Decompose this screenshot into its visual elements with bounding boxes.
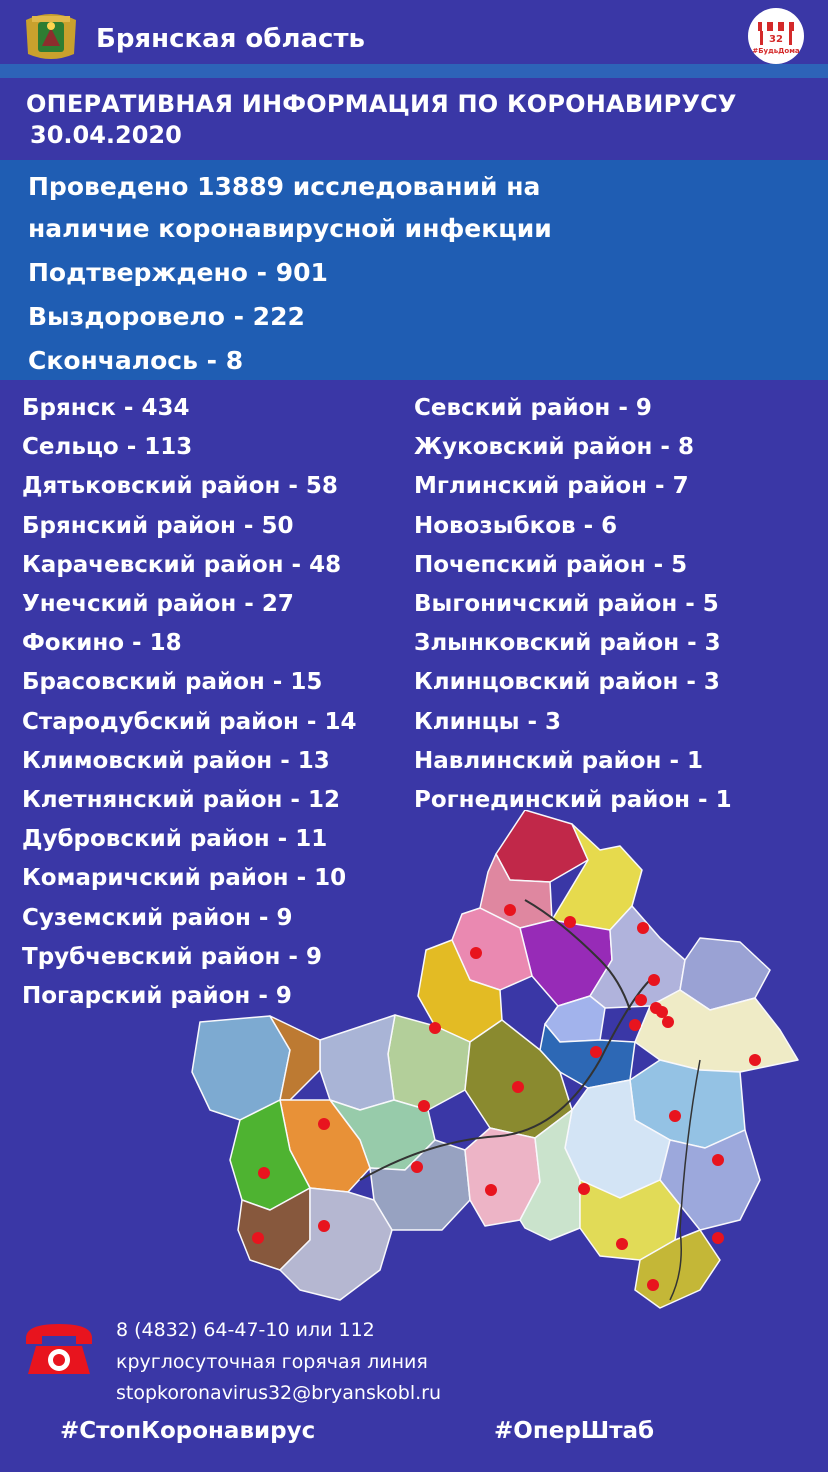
district-item: Мглинский район - 7: [414, 473, 689, 500]
district-item: Навлинский район - 1: [414, 747, 704, 774]
district-item: Брасовский район - 15: [22, 669, 323, 696]
district-item: Клинцы - 3: [414, 708, 562, 735]
info-title: ОПЕРАТИВНАЯ ИНФОРМАЦИЯ ПО КОРОНАВИРУСУ: [26, 90, 737, 118]
map-marker: [635, 994, 647, 1006]
deaths-count: Скончалось - 8: [28, 346, 244, 375]
map-marker: [411, 1161, 423, 1173]
telephone-icon: [22, 1318, 96, 1380]
hashtag-oper-shtab: #ОперШтаб: [494, 1418, 655, 1444]
confirmed-count: Подтверждено - 901: [28, 258, 328, 287]
district-item: Брянский район - 50: [22, 512, 294, 539]
contact-email: stopkoronavirus32@bryanskobl.ru: [116, 1382, 442, 1404]
barrier-icon: [748, 8, 804, 64]
map-marker: [252, 1232, 264, 1244]
map-marker: [590, 1046, 602, 1058]
info-date: 30.04.2020: [30, 121, 182, 149]
map-marker: [418, 1100, 430, 1112]
badge-hashtag: #БудьДома: [752, 47, 800, 55]
district-item: Почепский район - 5: [414, 551, 688, 578]
map-marker: [470, 947, 482, 959]
map-marker: [647, 1279, 659, 1291]
district-item: Дятьковский район - 58: [22, 473, 338, 500]
map-marker: [429, 1022, 441, 1034]
header-stripe: [0, 64, 828, 78]
tests-line-1: Проведено 13889 исследований на: [28, 172, 541, 201]
district-item: Фокино - 18: [22, 630, 182, 657]
map-marker: [616, 1238, 628, 1250]
map-marker: [512, 1081, 524, 1093]
district-item: Новозыбков - 6: [414, 512, 618, 539]
district-item: Клетнянский район - 12: [22, 787, 340, 814]
district-item: Комаричский район - 10: [22, 865, 347, 892]
district-item: Суземский район - 9: [22, 904, 293, 931]
district-item: Дубровский район - 11: [22, 826, 328, 853]
hotline-caption: круглосуточная горячая линия: [116, 1351, 428, 1373]
district-item: Брянск - 434: [22, 395, 190, 421]
district-item: Климовский район - 13: [22, 747, 330, 774]
district-item: Карачевский район - 48: [22, 551, 342, 578]
map-marker: [629, 1019, 641, 1031]
district-item: Рогнединский район - 1: [414, 787, 732, 814]
map-marker: [648, 974, 660, 986]
map-marker: [578, 1183, 590, 1195]
map-marker: [485, 1184, 497, 1196]
hotline-phone: 8 (4832) 64-47-10 или 112: [116, 1319, 375, 1341]
district-item: Стародубский район - 14: [22, 708, 357, 735]
map-marker: [669, 1110, 681, 1122]
district-item: Выгоничский район - 5: [414, 591, 719, 618]
stay-home-badge: [748, 8, 804, 64]
district-item: Трубчевский район - 9: [22, 943, 322, 970]
district-item: Жуковский район - 8: [414, 434, 694, 461]
hashtag-stop-coronavirus: #СтопКоронавирус: [60, 1418, 316, 1444]
map-marker: [318, 1220, 330, 1232]
district-item: Севский район - 9: [414, 395, 652, 421]
map-marker: [564, 916, 576, 928]
map-marker: [712, 1154, 724, 1166]
district-item: Унечский район - 27: [22, 591, 294, 618]
badge-number: 32: [769, 34, 783, 45]
districts-right-list: [414, 389, 732, 820]
map-marker: [662, 1016, 674, 1028]
map-marker: [258, 1167, 270, 1179]
map-marker: [504, 904, 516, 916]
map-marker: [749, 1054, 761, 1066]
map-district-rognedino: [496, 810, 588, 882]
tests-line-2: наличие коронавирусной инфекции: [28, 214, 552, 243]
districts-left-list: [22, 389, 356, 1016]
map-district-surazh: [320, 1015, 395, 1110]
district-item: Клинцовский район - 3: [414, 669, 720, 696]
map-marker: [712, 1232, 724, 1244]
district-item: Погарский район - 9: [22, 983, 292, 1010]
map-marker: [637, 922, 649, 934]
district-item: Сельцо - 113: [22, 434, 193, 461]
map-marker: [656, 1006, 668, 1018]
map-marker: [318, 1118, 330, 1130]
district-item: Злынковский район - 3: [414, 630, 721, 657]
coat-of-arms-icon: [22, 10, 80, 62]
region-title: Брянская область: [96, 24, 365, 54]
recovered-count: Выздоровело - 222: [28, 302, 305, 331]
